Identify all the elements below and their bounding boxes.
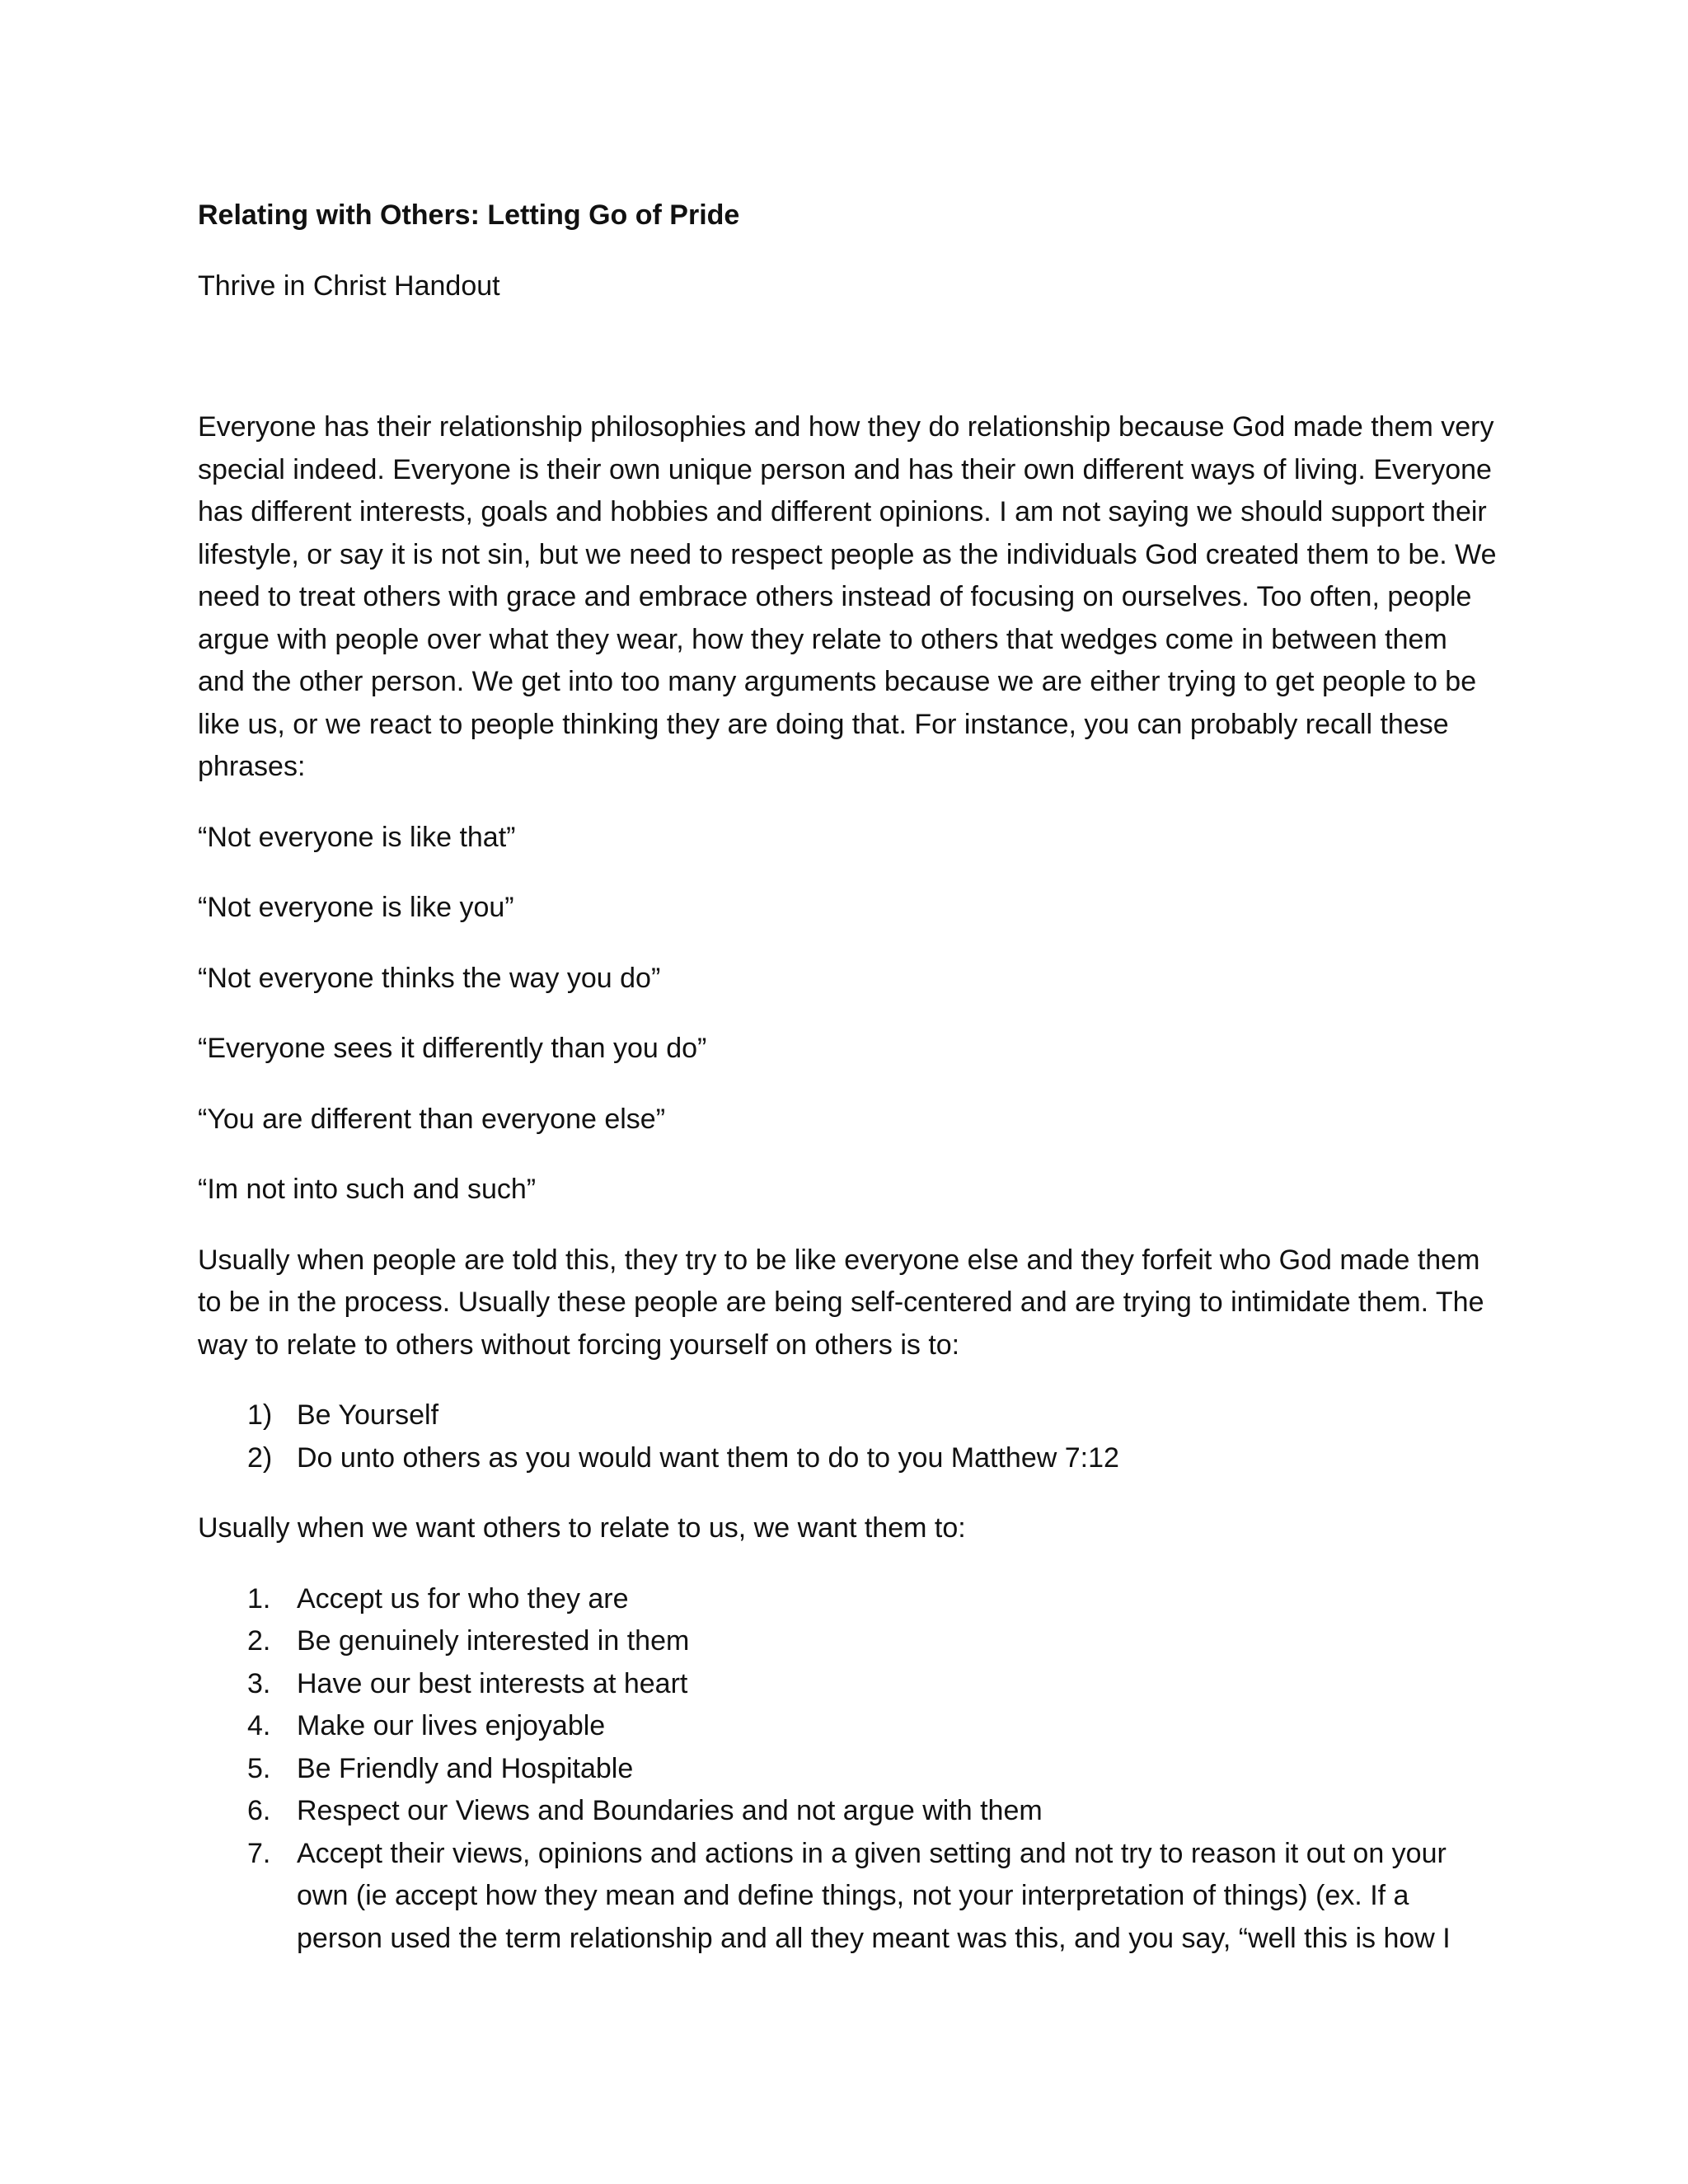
- list-item-number: 6.: [247, 1795, 271, 1826]
- intro-paragraph: Everyone has their relationship philosophies and how they do relationship because God made them very special indeed. Everyone is their own unique person and has their own different ways of living. Everyone has different interests, goals and hobbies and different opinions. I am not saying we should support their lifestyle, or say it is not sin, but we need to respect people as the individuals God created them to be. We need to treat others with grace and embrace others instead of focusing on ourselves. Too often, people argue with people over what they wear, how they relate to others that wedges come in between them and the other person. We get into too many arguments because we are either trying to get people to be like us, or we react to people thinking they are doing that. For instance, you can probably recall these phrases:: [198, 411, 1497, 782]
- list-item-text: Respect our Views and Boundaries and not argue with them: [297, 1795, 1043, 1826]
- list-item-text: Be Friendly and Hospitable: [297, 1752, 634, 1784]
- list-item-number: 2): [247, 1441, 273, 1474]
- list-item: [198, 1578, 1500, 1621]
- document-title: Relating with Others: Letting Go of Pride: [198, 199, 740, 231]
- quote-line: “Not everyone is like that”: [198, 821, 516, 853]
- second-paragraph: Usually when people are told this, they try to be like everyone else and they forfeit who God made them to be in the process. Usually these people are being self-centered and are trying to intimidate them. The way to relate to others without forcing yourself on others is to:: [198, 1244, 1484, 1361]
- quote-line: “You are different than everyone else”: [198, 1103, 666, 1135]
- list-item-text: Be Yourself: [297, 1399, 439, 1431]
- list-item: [198, 1705, 1500, 1748]
- list-item-text: Be genuinely interested in them: [297, 1625, 690, 1657]
- list-item-number: 7.: [247, 1837, 271, 1869]
- want-list: [198, 1578, 1500, 1961]
- quote-line: “Not everyone thinks the way you do”: [198, 962, 661, 994]
- list-item-number: 3.: [247, 1667, 271, 1699]
- list-item-number: 5.: [247, 1752, 271, 1784]
- list-item-text: Accept us for who they are: [297, 1582, 629, 1615]
- list-item: [198, 1663, 1500, 1706]
- list-item-number: 4.: [247, 1710, 271, 1741]
- list-item-text: Make our lives enjoyable: [297, 1710, 606, 1741]
- quote-line: “Im not into such and such”: [198, 1174, 537, 1205]
- list-item-text: Do unto others as you would want them to do to you Matthew 7:12: [297, 1441, 1119, 1474]
- list-item-number: 1.: [247, 1582, 271, 1615]
- list-item: [198, 1437, 1500, 1480]
- list-item: [198, 1394, 1500, 1437]
- list-item: [198, 1620, 1500, 1663]
- document-subtitle: Thrive in Christ Handout: [198, 269, 500, 302]
- quote-line: “Not everyone is like you”: [198, 892, 514, 923]
- list-item-text: Accept their views, opinions and actions in a given setting and not try to reason it out on your own (ie accept how they mean and define things, not your interpretation of things) (ex. If a person used the term relationship and all they meant was this, and you say, “well this is how I: [297, 1837, 1451, 1954]
- list-item: [198, 1790, 1500, 1833]
- list-item: [198, 1833, 1500, 1961]
- third-paragraph: Usually when we want others to relate to us, we want them to:: [198, 1512, 966, 1544]
- document-body: [198, 194, 1500, 1988]
- list-item: [198, 1748, 1500, 1791]
- relate-list: [198, 1394, 1500, 1479]
- list-item-number: 1): [247, 1399, 273, 1431]
- quote-line: “Everyone sees it differently than you do”: [198, 1033, 707, 1064]
- list-item-text: Have our best interests at heart: [297, 1667, 688, 1699]
- list-item-number: 2.: [247, 1625, 271, 1657]
